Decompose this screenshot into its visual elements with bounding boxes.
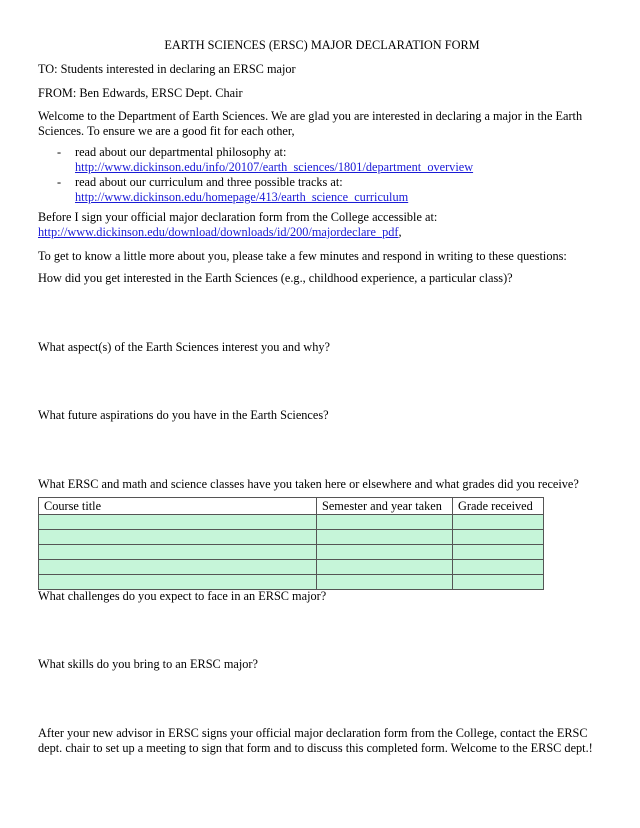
curriculum-link[interactable]: http://www.dickinson.edu/homepage/413/earth_science_curriculum — [75, 190, 409, 204]
question-interest-aspects: What aspect(s) of the Earth Sciences interest you and why? — [38, 340, 330, 354]
table-row — [39, 560, 544, 575]
column-header-semester: Semester and year taken — [317, 498, 453, 515]
course-title-cell[interactable] — [39, 560, 317, 575]
semester-cell[interactable] — [317, 545, 453, 560]
semester-cell[interactable] — [317, 560, 453, 575]
grade-cell[interactable] — [453, 515, 544, 530]
table-row — [39, 545, 544, 560]
courses-table — [38, 497, 544, 590]
sign-text: Before I sign your official major declaration form from the College accessible at: — [38, 210, 438, 224]
welcome-paragraph: Welcome to the Department of Earth Sciences. We are glad you are interested in declaring a major in the Earth Sciences. To ensure we are a good fit for each other, — [38, 109, 583, 138]
sign-link-line — [38, 225, 606, 240]
sign-suffix: , — [398, 225, 402, 239]
course-title-cell[interactable] — [39, 530, 317, 545]
bullet-dash: - — [57, 175, 62, 189]
grade-cell[interactable] — [453, 575, 544, 590]
table-row — [39, 515, 544, 530]
from-line: FROM: Ben Edwards, ERSC Dept. Chair — [38, 86, 243, 100]
list-item — [38, 145, 606, 175]
table-header-row — [39, 498, 544, 515]
links-list — [38, 145, 606, 205]
course-title-cell[interactable] — [39, 515, 317, 530]
column-header-course-title: Course title — [39, 498, 317, 515]
sign-paragraph — [38, 210, 606, 240]
bullet-text: read about our curriculum and three possible tracks at: — [75, 175, 343, 189]
department-overview-link[interactable]: http://www.dickinson.edu/info/20107/earth_sciences/1801/department_overview — [75, 160, 474, 174]
semester-cell[interactable] — [317, 575, 453, 590]
question-skills: What skills do you bring to an ERSC major? — [38, 657, 258, 671]
closing-paragraph: After your new advisor in ERSC signs your official major declaration form from the College, contact the ERSC dept. chair to set up a meeting to sign that form and to discuss this completed form. Welcome to the ERSC dept.! — [38, 726, 593, 755]
course-title-cell[interactable] — [39, 575, 317, 590]
major-declaration-pdf-link[interactable]: http://www.dickinson.edu/download/downloads/id/200/majordeclare_pdf — [38, 225, 399, 239]
grade-cell[interactable] — [453, 530, 544, 545]
bullet-dash: - — [57, 145, 62, 159]
semester-cell[interactable] — [317, 530, 453, 545]
semester-cell[interactable] — [317, 515, 453, 530]
questions-intro: To get to know a little more about you, please take a few minutes and respond in writing to these questions: — [38, 249, 567, 263]
column-header-grade: Grade received — [453, 498, 544, 515]
grade-cell[interactable] — [453, 545, 544, 560]
question-aspirations: What future aspirations do you have in the Earth Sciences? — [38, 408, 329, 422]
question-interest-origin: How did you get interested in the Earth Sciences (e.g., childhood experience, a particular class)? — [38, 271, 513, 285]
question-classes-taken: What ERSC and math and science classes have you taken here or elsewhere and what grades did you receive? — [38, 477, 579, 491]
form-title: EARTH SCIENCES (ERSC) MAJOR DECLARATION FORM — [164, 38, 480, 52]
table-row — [39, 575, 544, 590]
question-challenges: What challenges do you expect to face in an ERSC major? — [38, 589, 327, 603]
grade-cell[interactable] — [453, 560, 544, 575]
table-row — [39, 530, 544, 545]
list-item — [38, 175, 606, 205]
to-line: TO: Students interested in declaring an ERSC major — [38, 62, 296, 76]
course-title-cell[interactable] — [39, 545, 317, 560]
bullet-text: read about our departmental philosophy at: — [75, 145, 287, 159]
